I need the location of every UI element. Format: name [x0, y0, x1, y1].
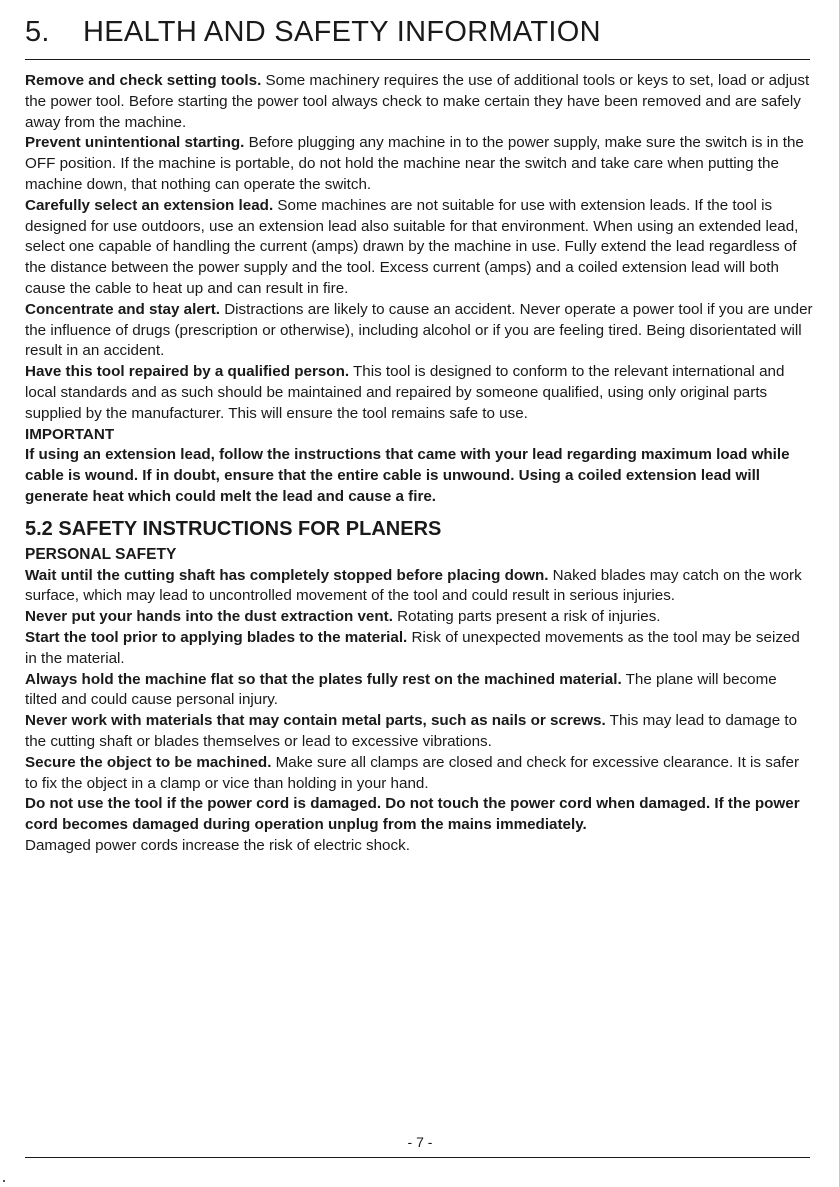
- important-notice: If using an extension lead, follow the instructions that came with your lead regarding maximum load while cable is wound. If in doubt, ensure that the entire cable is unwound. Using a coiled extension lead will generate heat which could melt the lead and cause a fire.: [25, 446, 790, 505]
- paragraph-text: Distractions are likely to cause an accident. Never operate a power tool if you are under the influence of drugs (prescription or otherwise), including alcohol or if you are feeling tired. Being disorientated will result in an accident.: [25, 300, 813, 360]
- paragraph-unintentional-starting: [25, 133, 813, 195]
- subsection-subheading: PERSONAL SAFETY: [25, 545, 177, 563]
- paragraph-dust-vent: [25, 607, 813, 628]
- paragraph-start-tool: [25, 628, 813, 670]
- paragraph-lead: Have this tool repaired by a qualified person.: [25, 363, 350, 381]
- subsection-title: 5.2 SAFETY INSTRUCTIONS FOR PLANERS: [25, 517, 442, 540]
- paragraph-text: This may lead to damage to the cutting shaft or blades themselves or lead to excessive vibrations.: [25, 712, 798, 750]
- section-number: 5.: [25, 16, 50, 48]
- paragraph-lead: Remove and check setting tools.: [25, 72, 262, 89]
- paragraph-lead: Always hold the machine flat so that the plates fully rest on the machined material.: [25, 670, 622, 688]
- paragraph-secure-object: [25, 753, 813, 795]
- heading-underline: [25, 59, 810, 60]
- paragraph-stay-alert: [25, 300, 813, 362]
- scan-mark: [3, 1180, 5, 1182]
- paragraph-text: Naked blades may catch on the work surface, which may lead to uncontrolled movement of the tool and could result in serious injuries.: [25, 566, 802, 605]
- footer-rule: [25, 1157, 810, 1158]
- important-label: IMPORTANT: [25, 425, 115, 443]
- paragraph-lead: Never work with materials that may contain metal parts, such as nails or screws.: [25, 712, 606, 730]
- paragraph-metal-parts: [25, 711, 813, 753]
- section-title: HEALTH AND SAFETY INFORMATION: [83, 16, 601, 48]
- paragraph-lead: Do not use the tool if the power cord is damaged. Do not touch the power cord when damaged. If the power cord becomes damaged during operation unplug from the mains immediately.: [25, 795, 800, 834]
- manual-page: [25, 0, 815, 1187]
- paragraph-text: Damaged power cords increase the risk of electric shock.: [25, 836, 410, 854]
- paragraph-hold-flat: [25, 670, 813, 712]
- paragraph-text: Some machines are not suitable for use with extension leads. If the tool is designed for use outdoors, use an extension lead also suitable for that environment. When using an extended lead, select one capable of handling the current (amps) drawn by the machine in use. Fully extend the lead regardless of the distance between the power supply and the tool. Excess current (amps) and a coiled extension lead will both cause the cable to heat up and can result in fire.: [25, 196, 799, 297]
- paragraph-text: This tool is designed to conform to the relevant international and local standards and as such should be maintained and repaired by someone qualified, using only original parts supplied by the manufacturer. This will ensure the tool remains safe to use.: [25, 363, 785, 422]
- paragraph-text: Before plugging any machine in to the power supply, make sure the switch is in the OFF position. If the machine is portable, do not hold the machine near the switch and take care when putting the machine down, that nothing can operate the switch.: [25, 134, 804, 193]
- paragraph-text: Some machinery requires the use of additional tools or keys to set, load or adjust the power tool. Before starting the power tool always check to make certain they have been removed and are safely away from the machine.: [25, 72, 810, 131]
- paragraph-lead: Secure the object to be machined.: [25, 753, 272, 771]
- paragraph-lead: Carefully select an extension lead.: [25, 196, 274, 214]
- paragraph-text: The plane will become tilted and could cause personal injury.: [25, 670, 777, 709]
- paragraph-lead: Prevent unintentional starting.: [25, 134, 245, 152]
- paragraph-lead: Concentrate and stay alert.: [25, 300, 220, 318]
- paragraph-lead: Never put your hands into the dust extraction vent.: [25, 608, 393, 626]
- paragraph-qualified-repair: [25, 362, 813, 424]
- paragraph-text: Rotating parts present a risk of injuries.: [392, 608, 661, 626]
- paragraph-text: Risk of unexpected movements as the tool may be seized in the material.: [25, 628, 800, 667]
- paragraph-setting-tools: [25, 71, 813, 133]
- paragraph-text: Make sure all clamps are closed and check for excessive clearance. It is safer to fix the object in a clamp or vice than holding in your hand.: [25, 753, 800, 792]
- paragraph-lead: Wait until the cutting shaft has completely stopped before placing down.: [25, 566, 549, 584]
- paragraph-extension-lead: [25, 196, 813, 300]
- section-heading: [25, 16, 601, 49]
- paragraph-power-cord: [25, 794, 813, 856]
- page-number: - 7 -: [407, 1134, 433, 1150]
- paragraph-wait-cutting-shaft: [25, 566, 813, 608]
- body-text: [25, 71, 813, 857]
- paragraph-lead: Start the tool prior to applying blades to the material.: [25, 628, 408, 646]
